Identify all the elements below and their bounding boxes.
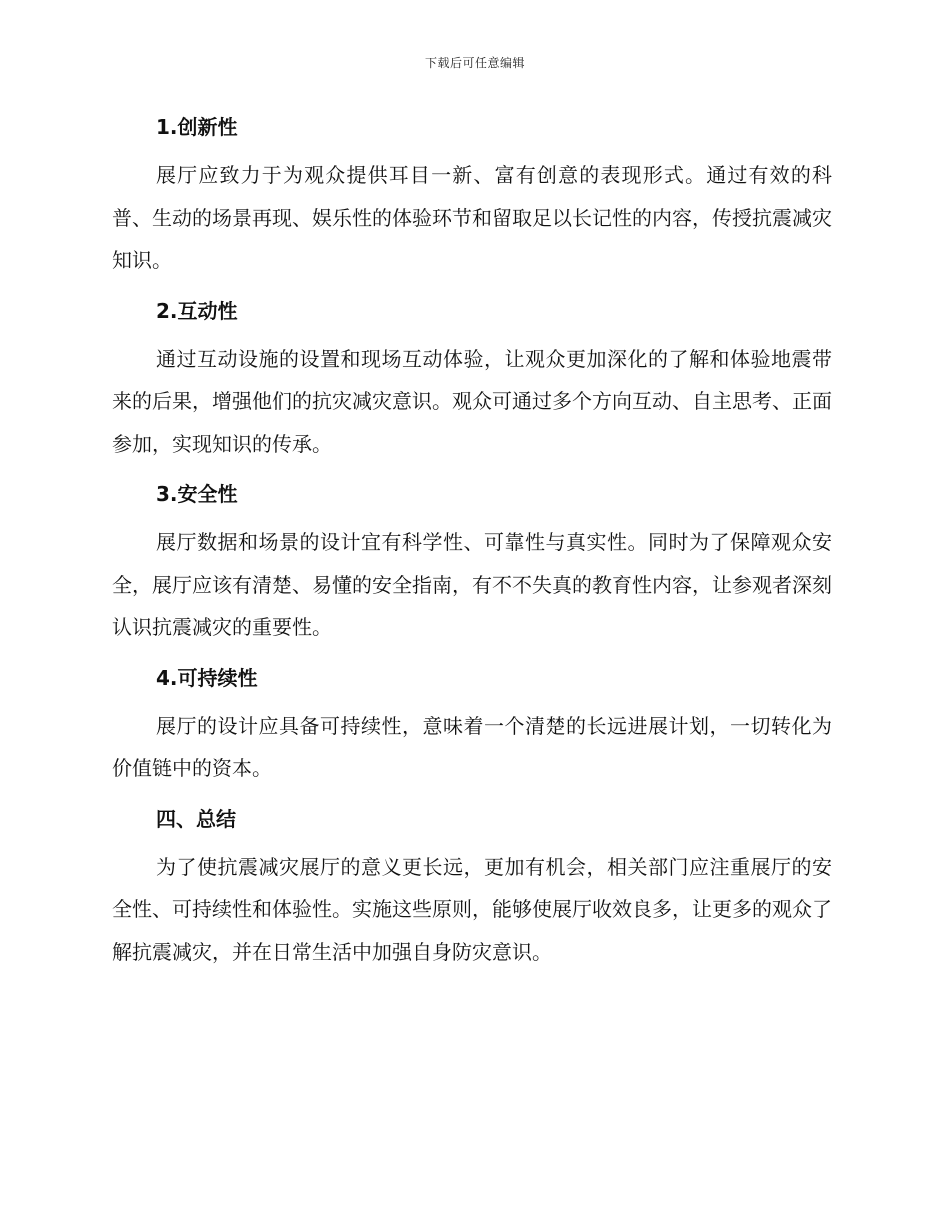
document-body: [112, 110, 832, 985]
header-note: 下载后可任意编辑: [424, 56, 525, 70]
section-heading-innovation: 1.创新性: [156, 115, 238, 139]
section-heading-interactivity: 2.互动性: [156, 298, 238, 323]
section-paragraph-sustainability: 展厅的设计应具备可持续性，意味着一个清楚的长远进展计划，一切转化为价值链中的资本。: [112, 713, 832, 780]
section-paragraph-innovation: 展厅应致力于为观众提供耳目一新、富有创意的表现形式。通过有效的科普、生动的场景再现、娱乐性的体验环节和留取足以长记性的内容，传授抗震减灾知识。: [112, 163, 832, 272]
section-heading-sustainability: 4.可持续性: [156, 665, 258, 690]
section-paragraph-safety: 展厅数据和场景的设计宜有科学性、可靠性与真实性。同时为了保障观众安全，展厅应该有清楚、易懂的安全指南，有不不失真的教育性内容，让参观者深刻认识抗震减灾的重要性。: [112, 530, 832, 639]
section-heading-summary: 四、总结: [156, 806, 236, 831]
section-paragraph-summary: 为了使抗震减灾展厅的意义更长远，更加有机会，相关部门应注重展厅的安全性、可持续性和体验性。实施这些原则，能够使展厅收效良多，让更多的观众了解抗震减灾，并在日常生活中加强自身防灾意识。: [112, 854, 832, 964]
section-paragraph-interactivity: 通过互动设施的设置和现场互动体验，让观众更加深化的了解和体验地震带来的后果，增强他们的抗灾减灾意识。观众可通过多个方向互动、自主思考、正面参加，实现知识的传承。: [112, 346, 832, 456]
section-heading-safety: 3.安全性: [156, 482, 238, 506]
